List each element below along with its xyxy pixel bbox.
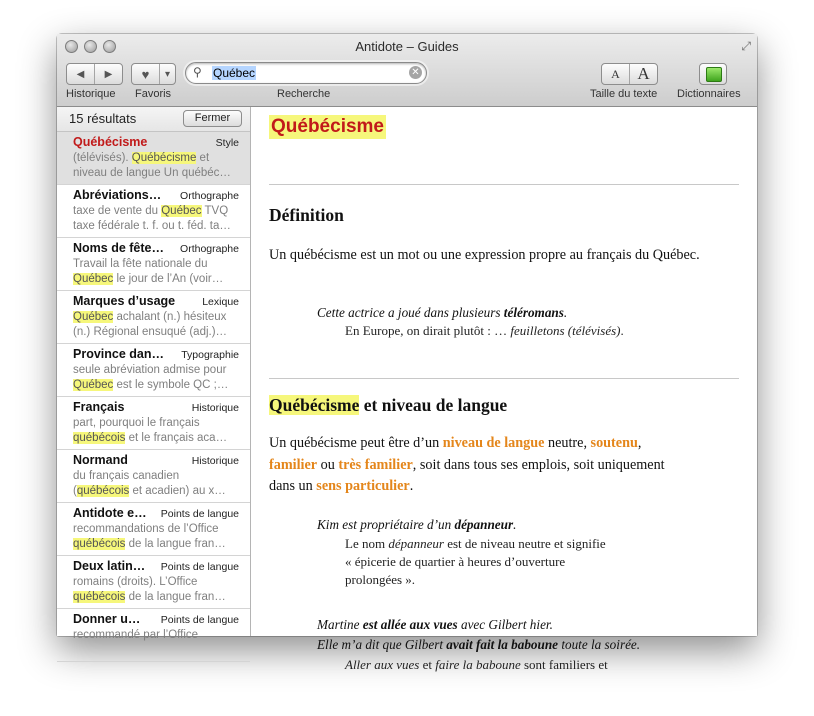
example-depanneur-note [345,535,606,589]
search-input[interactable]: Québec [213,66,256,80]
note-italic: Aller aux vues [345,657,420,672]
excerpt-highlight: québécois [73,432,126,444]
excerpt-text: et [196,152,210,164]
result-excerpt [73,575,239,605]
excerpt-text: recommandé par l’Office [73,629,199,641]
note-text: est de niveau neutre et signifie [443,536,606,551]
text-smaller-button[interactable]: A [602,64,630,84]
note-italic: dépanneur [388,536,444,551]
close-results-button[interactable]: Fermer [183,110,242,127]
result-title: Deux latin… [73,559,146,573]
heading-text: et niveau de langue [359,395,508,415]
result-item[interactable] [57,185,250,238]
result-excerpt [73,628,239,643]
favorites-control [131,63,176,85]
result-category: Typographie [181,349,239,361]
excerpt-text: du français canadien [73,470,180,482]
excerpt-highlight: Québec [73,311,114,323]
article-title: Québécisme [271,116,384,137]
niveau-paragraph [269,433,739,498]
example-bold: avait fait la baboune [446,637,559,652]
example-baboune [317,637,640,653]
definition-note [345,322,624,340]
excerpt-highlight: Québec [161,205,202,217]
result-title: Abréviations… [73,188,162,202]
app-window [57,34,757,672]
dictionaries-button[interactable] [699,63,727,85]
result-excerpt [73,469,239,499]
example-text: . [513,517,517,532]
result-item[interactable] [57,556,250,609]
excerpt-text: de la langue fran… [125,538,226,550]
note-text: sont familiers et [520,657,608,672]
toolbar [57,34,757,107]
excerpt-text: Travail la fête nationale du [73,258,208,270]
result-excerpt [73,257,239,287]
excerpt-text: est le symbole QC ;… [113,379,229,391]
note-text: En Europe, on dirait plutôt : … [345,323,511,338]
heart-icon[interactable]: ♥ [132,64,160,84]
paragraph-text: , soit dans tous ses emplois, soit uniquement [412,456,665,473]
divider [269,378,739,379]
search-icon[interactable]: ⚲ [193,65,202,79]
excerpt-text: ( [73,485,77,497]
example-text: Elle m’a dit que Gilbert [317,637,447,652]
text-larger-button[interactable]: A [637,64,650,83]
results-count: 15 résultats [69,111,137,126]
excerpt-highlight: Québécisme [131,152,197,164]
paragraph-text: ou [317,456,339,473]
link-familier[interactable]: familier [269,456,318,473]
excerpt-highlight: québécois [73,538,126,550]
result-item[interactable] [57,344,250,397]
text-size-control [601,63,658,85]
excerpt-highlight: québécois [73,591,126,603]
result-excerpt [73,522,239,552]
result-excerpt [73,416,239,446]
result-title: Français [73,400,125,414]
link-soutenu[interactable]: soutenu [590,435,638,451]
link-sens-particulier[interactable]: sens particulier [316,478,410,494]
chevron-down-icon[interactable]: ▾ [164,68,171,80]
result-title: Province dan… [73,347,164,361]
result-title: Noms de fête… [73,241,164,255]
result-title: Donner u… [73,612,141,626]
result-excerpt [73,363,239,393]
example-text: Kim est propriétaire d’un [317,517,455,532]
window-title: Antidote – Guides [355,39,459,54]
excerpt-text: (télévisés). [73,152,132,164]
excerpt-text: et acadien) au x… [129,485,226,497]
clear-icon[interactable]: ✕ [409,66,422,79]
result-category: Points de langue [160,614,239,626]
example-text: Martine [317,617,363,632]
excerpt-text: et le français aca… [125,432,228,444]
favorites-label: Favoris [135,88,172,100]
paragraph-text: Un québécisme peut être d’un [269,435,443,451]
paragraph-text: . [409,478,414,494]
paragraph-text: dans un [269,478,317,494]
result-item[interactable] [57,503,250,556]
note-text: Le nom [345,536,389,551]
example-text: Cette actrice a joué dans plusieurs [317,305,504,320]
result-title: Antidote e… [73,506,147,520]
example-vues-note [345,656,608,674]
result-category: Lexique [202,296,239,308]
guide-content [251,107,757,672]
definition-example [317,305,567,321]
result-title: Québécisme [73,135,148,149]
search-label: Recherche [277,88,331,100]
heading-highlight: Québécisme [269,395,360,415]
result-category: Historique [191,402,239,414]
example-text: toute la soirée. [558,637,641,652]
paragraph-text: , [637,435,642,451]
dictionaries-label: Dictionnaires [677,88,741,100]
result-excerpt [73,310,239,340]
excerpt-text: seule abréviation admise pour [73,364,227,376]
link-niveau-de-langue[interactable]: niveau de langue [442,435,545,451]
section-heading-definition: Définition [269,205,344,225]
paragraph-text: neutre, [544,435,591,451]
excerpt-text: de la langue fran… [125,591,226,603]
book-icon [706,67,722,82]
results-list [57,132,250,662]
results-header [57,107,250,132]
example-text: avec Gilbert hier. [457,617,553,632]
example-text: . [563,305,568,320]
excerpt-text: romains (droits). L’Office [73,576,198,588]
example-vues [317,617,553,633]
excerpt-text: niveau de langue Un québéc… [73,167,231,179]
excerpt-text: TVQ [201,205,229,217]
back-arrow-icon[interactable]: ◀ [67,64,95,84]
result-item[interactable] [57,397,250,450]
excerpt-text: part, pourquoi le français [73,417,200,429]
note-text: . [620,323,624,338]
excerpt-text: recommandations de l’Office [73,523,219,535]
result-item[interactable] [57,238,250,291]
history-control [66,63,123,85]
example-bold: téléromans [503,305,564,320]
example-bold: est allée aux vues [362,617,458,632]
note-text: et [419,657,436,672]
result-category: Orthographe [180,243,239,255]
result-item[interactable] [57,609,250,662]
result-item[interactable] [57,291,250,344]
excerpt-text: (n.) Régional ensuqué (adj.)… [73,326,228,338]
result-title: Marques d’usage [73,294,176,308]
fullscreen-icon[interactable]: ⤢ [741,39,751,53]
excerpt-highlight: Québec [73,379,114,391]
section-heading-niveau [269,395,507,416]
note-text: prolongées ». [345,572,416,587]
excerpt-text: taxe de vente du [73,205,162,217]
search-field[interactable] [185,62,427,84]
result-item[interactable] [57,132,250,185]
result-category: Points de langue [160,561,239,573]
note-italic: faire la baboune [435,657,521,672]
result-excerpt [73,204,239,234]
result-category: Style [215,137,239,149]
example-depanneur [317,517,516,533]
excerpt-highlight: québécois [76,485,130,497]
result-excerpt [73,151,239,181]
result-category: Historique [191,455,239,467]
link-tres-familier[interactable]: très familier [338,456,413,473]
history-label: Historique [66,88,116,100]
result-item[interactable] [57,450,250,503]
result-category: Orthographe [180,190,239,202]
results-sidebar [57,107,251,641]
excerpt-text: taxe fédérale t. f. ou t. féd. ta… [73,220,231,232]
definition-paragraph: Un québécisme est un mot ou une expression propre au français du Québec. [269,247,700,263]
forward-arrow-icon[interactable]: ▶ [104,68,113,80]
result-category: Points de langue [160,508,239,520]
note-italic: feuilletons (télévisés) [510,323,621,338]
text-size-label: Taille du texte [590,88,658,100]
divider [269,184,739,185]
excerpt-text: le jour de l’An (voir… [113,273,224,285]
excerpt-highlight: Québec [73,273,114,285]
example-bold: dépanneur [454,517,514,532]
note-text: « épicerie de quartier à heures d’ouverture [345,554,566,569]
result-title: Normand [73,453,128,467]
excerpt-text: achalant (n.) hésiteux [113,311,227,323]
